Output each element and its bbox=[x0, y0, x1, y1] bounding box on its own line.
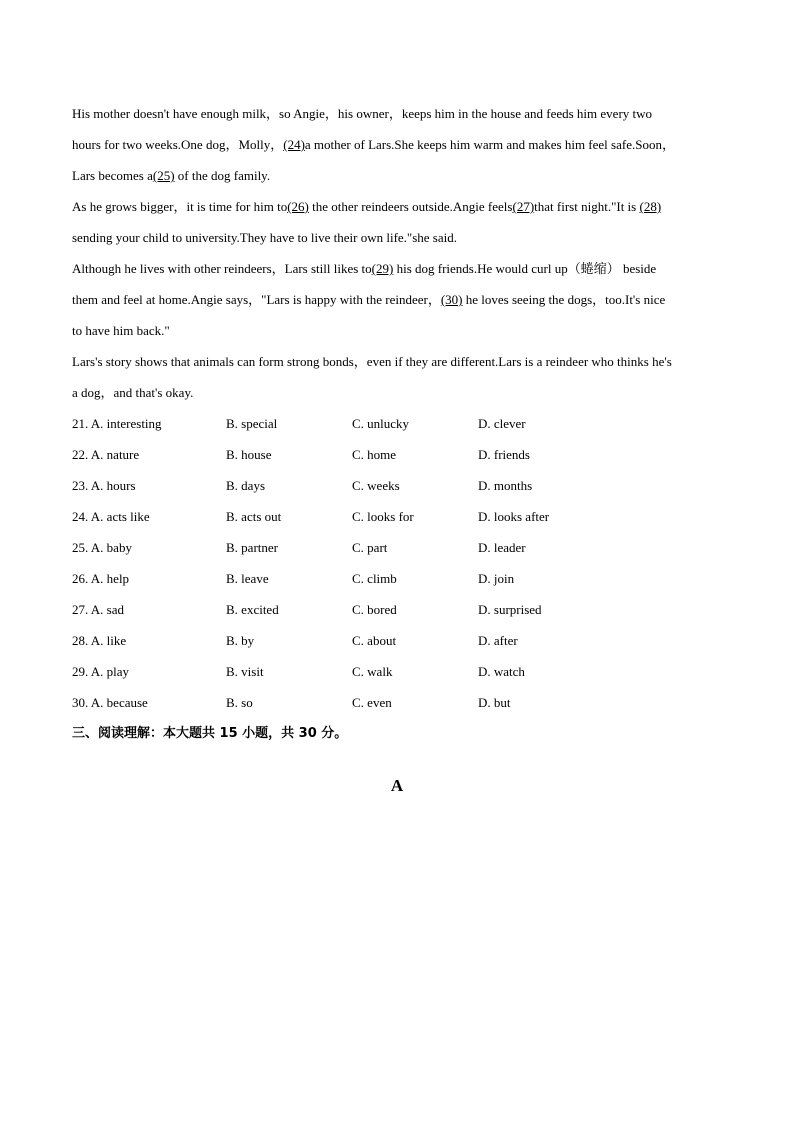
blank-marker: (25) bbox=[152, 168, 175, 183]
passage-text: hours for two weeks.One dog，Molly， bbox=[72, 137, 284, 152]
question-row bbox=[72, 439, 722, 470]
option-c: C. home bbox=[352, 447, 397, 462]
option-b: B. by bbox=[226, 633, 255, 648]
option-a: 23. A. hours bbox=[72, 478, 136, 493]
option-d: D. after bbox=[478, 633, 518, 648]
document-page bbox=[72, 98, 722, 749]
passage-text: his dog friends.He would curl up（蜷缩） beside bbox=[393, 261, 657, 276]
passage-text: he loves seeing the dogs，too.It's nice bbox=[462, 292, 666, 307]
option-d: D. join bbox=[478, 571, 515, 586]
option-b: B. acts out bbox=[226, 509, 282, 524]
passage-text: that first night."It is bbox=[534, 199, 640, 214]
option-c: C. climb bbox=[352, 571, 397, 586]
option-c: C. unlucky bbox=[352, 416, 410, 431]
option-c: C. about bbox=[352, 633, 397, 648]
passage-text: the other reindeers outside.Angie feels bbox=[308, 199, 513, 214]
option-b: B. excited bbox=[226, 602, 279, 617]
option-b: B. house bbox=[226, 447, 272, 462]
option-c: C. weeks bbox=[352, 478, 400, 493]
option-d: D. months bbox=[478, 478, 533, 493]
passage-line bbox=[72, 98, 722, 129]
blank-marker: (29) bbox=[371, 261, 394, 276]
passage-line bbox=[72, 222, 722, 253]
option-b: B. special bbox=[226, 416, 278, 431]
part-title: A bbox=[390, 776, 404, 795]
option-c: C. even bbox=[352, 695, 392, 710]
passage-text: to have him back." bbox=[72, 323, 170, 338]
blank-marker: (27) bbox=[512, 199, 535, 214]
blank-marker: (30) bbox=[440, 292, 463, 307]
option-d: D. clever bbox=[478, 416, 526, 431]
question-row bbox=[72, 625, 722, 656]
option-a: 24. A. acts like bbox=[72, 509, 150, 524]
blank-marker: (24) bbox=[283, 137, 305, 152]
option-c: C. walk bbox=[352, 664, 393, 679]
question-row bbox=[72, 656, 722, 687]
passage-text: Lars becomes a bbox=[72, 168, 153, 183]
passage-text: a mother of Lars.She keeps him warm and makes him feel safe.Soon， bbox=[304, 137, 675, 152]
option-d: D. friends bbox=[478, 447, 530, 462]
passage-line bbox=[72, 253, 722, 284]
option-b: B. leave bbox=[226, 571, 269, 586]
option-a: 26. A. help bbox=[72, 571, 130, 586]
option-d: D. looks after bbox=[478, 509, 550, 524]
option-c: C. part bbox=[352, 540, 388, 555]
passage-line bbox=[72, 377, 722, 408]
question-row bbox=[72, 594, 722, 625]
passage-text: His mother doesn't have enough milk，so Angie，his owner，keeps him in the house and feeds him every two bbox=[72, 106, 653, 121]
passage-text: Although he lives with other reindeers，Lars still likes to bbox=[72, 261, 372, 276]
question-row bbox=[72, 687, 722, 718]
passage-text: As he grows bigger，it is time for him to bbox=[72, 199, 288, 214]
passage-line bbox=[72, 160, 722, 191]
passage-line bbox=[72, 129, 722, 160]
option-d: D. surprised bbox=[478, 602, 542, 617]
option-c: C. looks for bbox=[352, 509, 414, 524]
option-a: 29. A. play bbox=[72, 664, 130, 679]
question-row bbox=[72, 408, 722, 439]
option-a: 27. A. sad bbox=[72, 602, 124, 617]
section-heading: 三、阅读理解：本大题共 15 小题，共 30 分。 bbox=[72, 726, 348, 741]
option-a: 30. A. because bbox=[72, 695, 148, 710]
option-b: B. visit bbox=[226, 664, 264, 679]
option-b: B. so bbox=[226, 695, 253, 710]
passage-line bbox=[72, 284, 722, 315]
option-c: C. bored bbox=[352, 602, 397, 617]
option-a: 25. A. baby bbox=[72, 540, 132, 555]
option-b: B. days bbox=[226, 478, 265, 493]
option-b: B. partner bbox=[226, 540, 278, 555]
blank-marker: (26) bbox=[287, 199, 309, 214]
option-a: 22. A. nature bbox=[72, 447, 140, 462]
passage-text: them and feel at home.Angie says，"Lars is happy with the reindeer， bbox=[72, 292, 441, 307]
blank-marker: (28) bbox=[639, 199, 662, 214]
passage-text: of the dog family. bbox=[174, 168, 271, 183]
option-d: D. watch bbox=[478, 664, 525, 679]
question-row bbox=[72, 501, 722, 532]
option-d: D. but bbox=[478, 695, 511, 710]
passage-text: a dog，and that's okay. bbox=[72, 385, 194, 400]
question-row bbox=[72, 532, 722, 563]
passage-line bbox=[72, 346, 722, 377]
option-d: D. leader bbox=[478, 540, 526, 555]
option-a: 21. A. interesting bbox=[72, 416, 162, 431]
passage-line bbox=[72, 315, 722, 346]
passage-line bbox=[72, 191, 722, 222]
question-list bbox=[72, 408, 722, 718]
option-a: 28. A. like bbox=[72, 633, 127, 648]
question-row bbox=[72, 563, 722, 594]
passage-text: sending your child to university.They have to live their own life."she said. bbox=[72, 230, 457, 245]
passage bbox=[72, 98, 722, 408]
passage-text: Lars's story shows that animals can form strong bonds，even if they are different.Lars is a reindeer who thinks he's bbox=[72, 354, 672, 369]
question-row bbox=[72, 470, 722, 501]
